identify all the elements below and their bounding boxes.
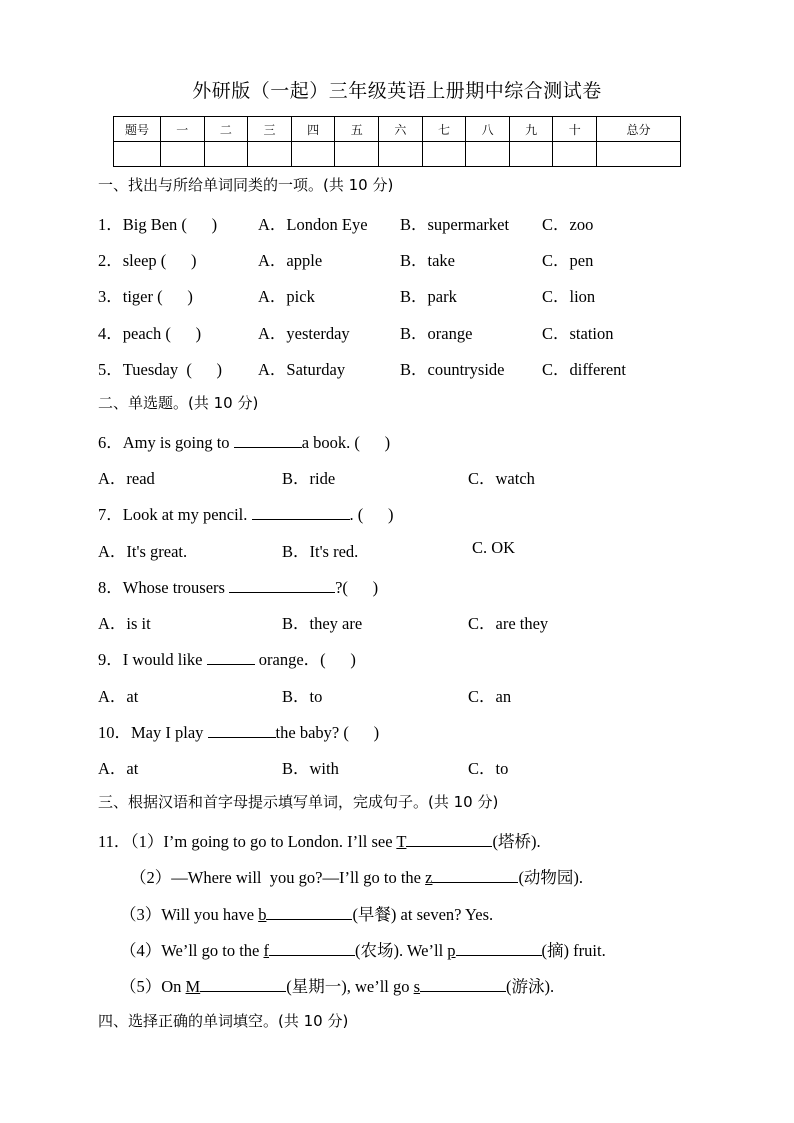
chinese-hint: (塔桥).	[492, 832, 541, 851]
option-a[interactable]: A．London Eye	[258, 215, 368, 234]
hint-letter: T	[396, 832, 407, 851]
stem-post: . ( )	[349, 505, 394, 524]
answer-blank[interactable]	[456, 941, 542, 956]
part3-line-5	[120, 973, 554, 997]
answer-blank[interactable]	[207, 650, 255, 665]
chinese-hint: (动物园).	[518, 868, 584, 887]
answer-blank[interactable]	[420, 977, 506, 992]
section-2-heading: 二、单选题。(共 10 分)	[98, 394, 259, 412]
part3-line-4	[120, 937, 606, 961]
answer-blank[interactable]	[266, 905, 352, 920]
stem-pre: 10．May I play	[98, 723, 208, 742]
option-b[interactable]: B．with	[282, 759, 339, 778]
score-entry-cell[interactable]	[161, 142, 205, 167]
score-entry-cell[interactable]	[291, 142, 335, 167]
part3-line-3	[120, 901, 493, 925]
option-b[interactable]: B．to	[282, 687, 323, 706]
question-stem: 5．Tuesday ( )	[98, 360, 223, 379]
stem-pre: 6．Amy is going to	[98, 433, 234, 452]
score-header-cell: 总分	[597, 117, 681, 142]
stem-pre: 9．I would like	[98, 650, 207, 669]
option-c[interactable]: C．to	[468, 759, 509, 778]
option-c[interactable]: C．station	[542, 324, 614, 343]
option-c[interactable]: C．are they	[468, 614, 549, 633]
stem-pre: （3）Will you have	[120, 905, 259, 924]
score-entry-cell[interactable]	[466, 142, 510, 167]
question-stem	[98, 429, 390, 453]
score-header-cell: 九	[509, 117, 553, 142]
question-stem	[98, 646, 356, 670]
option-c[interactable]: C．zoo	[542, 215, 594, 234]
option-c[interactable]: C．different	[542, 360, 627, 379]
score-table-header-row	[114, 117, 681, 142]
question-stem	[98, 574, 378, 598]
stem-pre: 8．Whose trousers	[98, 578, 230, 597]
section-4-heading: 四、选择正确的单词填空。(共 10 分)	[98, 1012, 349, 1030]
option-a[interactable]: A．apple	[258, 251, 323, 270]
chinese-hint: (星期一), we’ll go	[286, 977, 414, 996]
score-header-cell: 三	[248, 117, 292, 142]
score-entry-cell[interactable]	[248, 142, 292, 167]
stem-pre: （2）—Where will you go?—I’ll go to the	[130, 868, 426, 887]
score-header-cell: 六	[379, 117, 423, 142]
chinese-hint: (农场). We’ll	[354, 941, 448, 960]
part3-line-2	[130, 864, 583, 888]
question-stem	[98, 501, 394, 525]
option-a[interactable]: A．at	[98, 687, 139, 706]
stem-post: orange．( )	[254, 650, 356, 669]
hint-letter: p	[447, 941, 456, 960]
option-b[interactable]: B．ride	[282, 469, 336, 488]
option-b[interactable]: B．park	[400, 287, 457, 306]
option-c[interactable]: C．an	[468, 687, 512, 706]
option-b[interactable]: B．supermarket	[400, 215, 510, 234]
section-3-heading: 三、根据汉语和首字母提示填写单词，完成句子。(共 10 分)	[98, 793, 499, 811]
score-entry-cell[interactable]	[597, 142, 681, 167]
answer-blank[interactable]	[406, 832, 492, 847]
answer-blank[interactable]	[432, 868, 518, 883]
score-entry-cell[interactable]	[204, 142, 248, 167]
stem-pre: （5）On	[120, 977, 186, 996]
option-b[interactable]: B．take	[400, 251, 455, 270]
option-c[interactable]: C．pen	[542, 251, 594, 270]
score-header-cell: 题号	[114, 117, 161, 142]
score-entry-cell[interactable]	[422, 142, 466, 167]
score-header-cell: 七	[422, 117, 466, 142]
option-b[interactable]: B．they are	[282, 614, 363, 633]
score-entry-cell[interactable]	[509, 142, 553, 167]
option-a[interactable]: A．Saturday	[258, 360, 346, 379]
option-c[interactable]: C．lion	[542, 287, 596, 306]
question-stem: 4．peach ( )	[98, 324, 202, 343]
score-header-cell: 一	[161, 117, 205, 142]
option-a[interactable]: A．is it	[98, 614, 151, 633]
answer-blank[interactable]	[234, 433, 302, 448]
score-table-blank-row	[114, 142, 681, 167]
score-entry-cell[interactable]	[379, 142, 423, 167]
hint-letter: f	[263, 941, 269, 960]
hint-letter: z	[425, 868, 433, 887]
answer-blank[interactable]	[252, 505, 350, 520]
chinese-hint: (游泳).	[506, 977, 555, 996]
section-1-heading: 一、找出与所给单词同类的一项。(共 10 分)	[98, 176, 394, 194]
option-a[interactable]: A．It's great.	[98, 542, 188, 561]
chinese-hint: (摘) fruit.	[541, 941, 606, 960]
score-table	[113, 116, 681, 167]
answer-blank[interactable]	[208, 723, 276, 738]
option-b[interactable]: B．countryside	[400, 360, 505, 379]
score-header-cell: 五	[335, 117, 379, 142]
answer-blank[interactable]	[200, 977, 286, 992]
exam-title: 外研版（一起）三年级英语上册期中综合测试卷	[192, 80, 602, 102]
stem-pre: （1）I’m going to go to London. I’ll see	[130, 832, 397, 851]
hint-letter: b	[258, 905, 267, 924]
part3-line-1	[98, 828, 541, 852]
option-c[interactable]: C．watch	[468, 469, 535, 488]
score-header-cell: 八	[466, 117, 510, 142]
option-b[interactable]: B．orange	[400, 324, 473, 343]
score-entry-cell[interactable]	[114, 142, 161, 167]
hint-letter: M	[185, 977, 201, 996]
stem-post: a book. ( )	[301, 433, 391, 452]
question-stem: 3．tiger ( )	[98, 287, 193, 306]
option-a[interactable]: A．yesterday	[258, 324, 350, 343]
question-stem	[98, 719, 379, 743]
question-number: 11．	[98, 832, 131, 851]
answer-blank[interactable]	[269, 941, 355, 956]
option-b[interactable]: B．It's red.	[282, 542, 359, 561]
stem-post: the baby? ( )	[275, 723, 380, 742]
hint-letter: s	[413, 977, 421, 996]
chinese-hint: (早餐) at seven? Yes.	[352, 905, 494, 924]
option-a[interactable]: A．at	[98, 759, 139, 778]
score-entry-cell[interactable]	[553, 142, 597, 167]
stem-pre: （4）We’ll go to the	[120, 941, 264, 960]
score-header-cell: 十	[553, 117, 597, 142]
question-stem: 2．sleep ( )	[98, 251, 197, 270]
score-header-cell: 二	[204, 117, 248, 142]
stem-pre: 7．Look at my pencil.	[98, 505, 252, 524]
question-stem: 1．Big Ben ( )	[98, 215, 218, 234]
score-entry-cell[interactable]	[335, 142, 379, 167]
score-header-cell: 四	[291, 117, 335, 142]
option-a[interactable]: A．pick	[258, 287, 315, 306]
option-c[interactable]: C. OK	[472, 538, 516, 557]
option-a[interactable]: A．read	[98, 469, 155, 488]
stem-post: ?( )	[335, 578, 379, 597]
answer-blank[interactable]	[229, 578, 335, 593]
